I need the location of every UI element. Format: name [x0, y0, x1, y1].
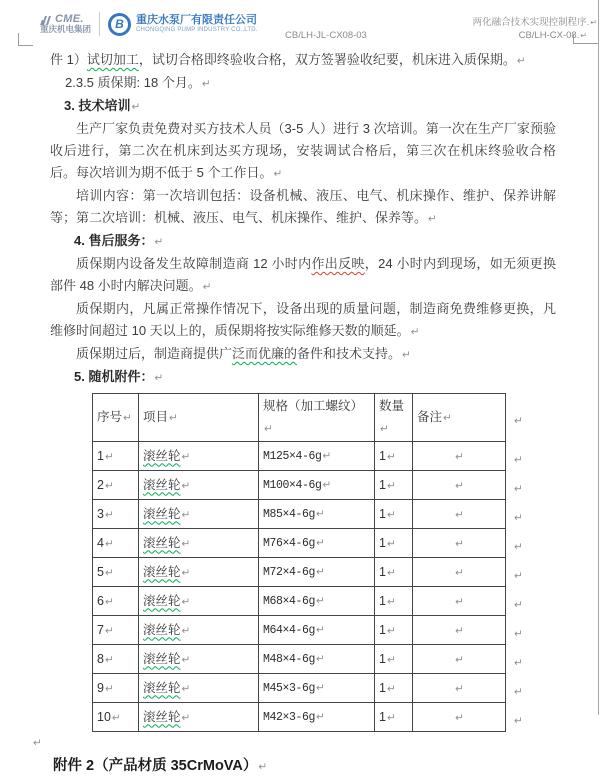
paragraph-mark: ↵: [181, 711, 191, 724]
text-run: 质保期内，凡属正常操作情况下，设备出现的质量问题，制造商免费维修更换，凡维修时间超过 10 天以上的，质保期将按实际维修天数的顺延。: [50, 301, 556, 338]
text-boundary-mark-top-right: [573, 43, 598, 44]
empty-paragraph[interactable]: [32, 734, 556, 751]
table-column-header[interactable]: 项目↵: [139, 394, 259, 442]
table-row: [93, 616, 528, 645]
paragraph-mark: ↵: [316, 653, 325, 665]
logo-divider: [99, 12, 100, 36]
spellcheck-green-text: 滚丝轮: [143, 448, 181, 463]
paragraph-mark: ↵: [386, 450, 396, 463]
spec-text: M64×4-6g: [263, 624, 316, 637]
paragraph-mark: ↵: [181, 682, 191, 695]
paragraph-mark: ↵: [181, 450, 191, 463]
text-run: 质保期过后，制造商提供广: [76, 346, 233, 361]
paragraph[interactable]: [50, 185, 556, 230]
paragraph-mark: ↵: [104, 595, 114, 608]
paragraph-mark: ↵: [514, 685, 523, 698]
paragraph-mark: ↵: [410, 326, 420, 338]
paragraph-mark: ↵: [455, 682, 464, 695]
paragraph-mark: ↵: [455, 479, 464, 492]
paragraph-mark: ↵: [514, 540, 523, 553]
table-row: [93, 529, 528, 558]
spec-text: M42×3-6g: [263, 711, 316, 724]
document-body[interactable]: [32, 49, 556, 778]
paragraph-mark: ↵: [123, 412, 132, 424]
paragraph-mark: ↵: [514, 453, 523, 466]
row-end-mark: [506, 703, 528, 732]
cell-spec[interactable]: [259, 558, 375, 587]
spec-text: M72×4-6g: [263, 566, 316, 579]
row-end-mark: [506, 587, 528, 616]
cell-remark[interactable]: [413, 645, 506, 674]
table-column-header[interactable]: 序号↵: [93, 394, 139, 442]
cell-quantity[interactable]: 1↵: [375, 703, 413, 732]
cell-spec[interactable]: [259, 674, 375, 703]
cell-item[interactable]: [139, 558, 259, 587]
text-run: 质保期内设备发生故障制造商 12 小时内: [76, 256, 312, 271]
paragraph-mark: ↵: [104, 566, 114, 579]
table-row: [93, 674, 528, 703]
paragraph-mark: ↵: [514, 627, 523, 640]
paragraph[interactable]: [65, 72, 556, 95]
spec-text: M125×4-6g: [263, 450, 322, 463]
paragraph-mark: ↵: [580, 31, 587, 40]
cell-quantity[interactable]: 1↵: [375, 616, 413, 645]
paragraph-mark: ↵: [386, 624, 396, 637]
paragraph-mark: ↵: [316, 682, 325, 694]
paragraph-mark: ↵: [402, 349, 411, 361]
cell-remark[interactable]: [413, 500, 506, 529]
row-end-mark: [506, 616, 528, 645]
paragraph-mark: ↵: [386, 479, 396, 492]
paragraph-mark: ↵: [514, 569, 523, 582]
cell-serial-no[interactable]: 5↵: [93, 558, 139, 587]
cell-item[interactable]: [139, 616, 259, 645]
row-end-mark: [506, 500, 528, 529]
spellcheck-green-text: 滚丝轮: [143, 651, 181, 666]
paragraph[interactable]: [64, 95, 556, 118]
table-row: [93, 500, 528, 529]
text-run: 生产厂家负责免费对买方技术人员（3-5 人）进行 3 次培训。第一次在生产厂家预验收后进行，第二次在机床到达买方现场，安装调试合格后，第三次在机床终验收合格后。每次培训为期不低于 5 个工作日。: [50, 121, 556, 180]
paragraph-mark: ↵: [202, 281, 212, 293]
paragraph-mark: ↵: [322, 479, 332, 491]
pump-company-name-en: CHONGQING PUMP INDUSTRY CO.,LTD.: [136, 26, 258, 33]
paragraph-mark: ↵: [455, 624, 464, 637]
paragraph-mark: ↵: [181, 566, 191, 579]
spellcheck-green-text: 滚丝轮: [143, 622, 181, 637]
paragraph-mark: ↵: [181, 479, 191, 492]
cell-remark[interactable]: [413, 674, 506, 703]
row-end-mark: [506, 674, 528, 703]
paragraph-mark: ↵: [590, 18, 597, 27]
table-column-header[interactable]: 备注↵: [413, 394, 506, 442]
paragraph-mark: ↵: [514, 656, 523, 669]
paragraph-mark: ↵: [316, 595, 325, 607]
table-column-header[interactable]: 规格（加工螺纹）↵: [259, 394, 375, 442]
spellcheck-green-text: 滚丝轮: [143, 593, 181, 608]
text-run: 件 1）: [50, 52, 87, 67]
paragraph-mark: ↵: [258, 761, 268, 773]
table-row: [93, 442, 528, 471]
attachments-table[interactable]: [92, 393, 528, 732]
paragraph-mark: ↵: [380, 423, 389, 435]
paragraphs-container: [32, 49, 556, 389]
text-run: 3. 技术培训: [64, 98, 131, 113]
cell-remark[interactable]: [413, 471, 506, 500]
spellcheck-green-text: 滚丝轮: [143, 477, 181, 492]
attachment-2-heading[interactable]: 附件 2（产品材质 35CrMoVA）↵: [53, 758, 268, 774]
paragraph[interactable]: [50, 343, 556, 366]
paragraph-mark: ↵: [104, 537, 114, 550]
cell-remark[interactable]: [413, 558, 506, 587]
spec-text: M100×4-6g: [263, 479, 322, 492]
paragraph-mark: ↵: [181, 508, 191, 521]
text-run: 培训内容：第一次培训包括：设备机械、液压、电气、机床操作、维护、保养讲解等；第二次培训：机械、液压、电气、机床操作、维护、保养等。: [50, 188, 556, 225]
paragraph[interactable]: [50, 49, 556, 72]
paragraph[interactable]: [50, 298, 556, 343]
spellcheck-green-text: 试切加工: [86, 52, 139, 67]
row-end-mark: [506, 394, 528, 442]
cell-spec[interactable]: [259, 529, 375, 558]
cell-item[interactable]: [139, 529, 259, 558]
spellcheck-green-text: 泛而优廉的: [232, 346, 298, 361]
paragraph-mark: ↵: [455, 450, 464, 463]
table-row: [93, 703, 528, 732]
cell-spec[interactable]: [259, 703, 375, 732]
paragraph-mark: ↵: [264, 423, 273, 435]
paragraph-mark: ↵: [181, 595, 191, 608]
paragraph-mark: ↵: [455, 566, 464, 579]
paragraph-mark: ↵: [104, 624, 114, 637]
header-procedure-title: 两化融合技术实现控制程序.↵: [472, 17, 597, 28]
row-end-mark: [506, 558, 528, 587]
spellcheck-green-text: 滚丝轮: [143, 564, 181, 579]
row-end-mark: [506, 645, 528, 674]
table-header-row: [93, 394, 528, 442]
paragraph-mark: ↵: [104, 653, 114, 666]
header-doc-code: CB/LH-CX-08.↵: [518, 30, 587, 41]
cell-quantity[interactable]: 1↵: [375, 500, 413, 529]
spellcheck-red-text: 作出反映: [311, 256, 365, 271]
cell-item[interactable]: [139, 703, 259, 732]
paragraph-mark: ↵: [386, 508, 396, 521]
cell-quantity[interactable]: 1↵: [375, 442, 413, 471]
paragraph-mark: ↵: [455, 595, 464, 608]
paragraph-mark: ↵: [514, 511, 523, 524]
cell-serial-no[interactable]: 3↵: [93, 500, 139, 529]
paragraph-mark: ↵: [201, 78, 211, 90]
cell-item[interactable]: [139, 471, 259, 500]
cell-remark[interactable]: [413, 703, 506, 732]
paragraph-mark: ↵: [154, 372, 164, 384]
paragraph-mark: ↵: [386, 682, 396, 695]
cme-logo: [40, 14, 91, 34]
header-logos: [40, 12, 258, 36]
paragraph-mark: ↵: [104, 682, 114, 695]
cell-remark[interactable]: [413, 616, 506, 645]
paragraph-mark: ↵: [316, 537, 325, 549]
table-row: [93, 471, 528, 500]
cell-spec[interactable]: [259, 471, 375, 500]
cell-spec[interactable]: [259, 645, 375, 674]
cell-spec[interactable]: [259, 616, 375, 645]
paragraph-mark: ↵: [169, 412, 178, 424]
page-right-edge: [598, 0, 599, 715]
pump-logo: [108, 13, 258, 36]
cell-serial-no[interactable]: 10↵: [93, 703, 139, 732]
paragraph-mark: ↵: [516, 55, 526, 67]
cell-remark[interactable]: [413, 587, 506, 616]
spellcheck-green-text: 滚丝轮: [143, 506, 181, 521]
paragraph-mark: ↵: [428, 213, 437, 225]
cell-remark[interactable]: [413, 442, 506, 471]
cell-spec[interactable]: [259, 500, 375, 529]
table-row: [93, 587, 528, 616]
spellcheck-green-text: 滚丝轮: [143, 709, 181, 724]
paragraph-mark: ↵: [181, 653, 191, 666]
row-end-mark: [506, 529, 528, 558]
text-boundary-mark-top-left: [18, 45, 33, 46]
cell-quantity[interactable]: 1↵: [375, 645, 413, 674]
cell-quantity[interactable]: 1↵: [375, 558, 413, 587]
paragraph-mark: ↵: [514, 415, 523, 427]
spec-text: M76×4-6g: [263, 537, 316, 550]
cell-quantity[interactable]: 1↵: [375, 471, 413, 500]
cell-item[interactable]: [139, 645, 259, 674]
table-row: [93, 558, 528, 587]
paragraph-mark: ↵: [514, 598, 523, 611]
paragraph-mark: ↵: [514, 714, 523, 727]
cell-serial-no[interactable]: 9↵: [93, 674, 139, 703]
paragraph[interactable]: [74, 366, 556, 389]
cell-serial-no[interactable]: 4↵: [93, 529, 139, 558]
cell-quantity[interactable]: 1↵: [375, 674, 413, 703]
paragraph-mark: ↵: [316, 624, 325, 636]
table-row: [93, 645, 528, 674]
cell-item[interactable]: [139, 442, 259, 471]
paragraph-mark: ↵: [33, 737, 42, 749]
cell-item[interactable]: [139, 674, 259, 703]
cell-serial-no[interactable]: 7↵: [93, 616, 139, 645]
row-end-mark: [506, 442, 528, 471]
text-run: 4. 售后服务：: [74, 233, 154, 248]
cell-serial-no[interactable]: 1↵: [93, 442, 139, 471]
cell-serial-no[interactable]: 2↵: [93, 471, 139, 500]
pump-company-name: 重庆水泵厂有限责任公司: [136, 14, 258, 27]
spec-text: M45×3-6g: [263, 682, 316, 695]
pump-logo-icon: B: [108, 13, 131, 36]
paragraph-mark: ↵: [386, 595, 396, 608]
paragraph-mark: ↵: [111, 711, 121, 724]
paragraph-mark: ↵: [316, 566, 325, 578]
paragraph[interactable]: [50, 253, 556, 298]
paragraph-mark: ↵: [386, 653, 396, 666]
paragraph-mark: ↵: [131, 101, 141, 113]
cme-group-name: 重庆机电集团: [40, 24, 92, 35]
paragraph-mark: ↵: [104, 508, 114, 521]
spec-text: M68×4-6g: [263, 595, 316, 608]
spellcheck-green-text: 滚丝轮: [143, 535, 181, 550]
paragraph-mark: ↵: [455, 508, 464, 521]
paragraph-mark: ↵: [386, 711, 396, 724]
cell-serial-no[interactable]: 8↵: [93, 645, 139, 674]
paragraph-mark: ↵: [104, 450, 114, 463]
text-run: 2.3.5 质保期: 18 个月。: [65, 75, 201, 90]
paragraph-mark: ↵: [455, 711, 464, 724]
paragraph-mark: ↵: [455, 653, 464, 666]
text-run: ，试切合格即终验收合格，双方签署验收纪要，机床进入质保期。: [138, 52, 516, 67]
paragraph[interactable]: [74, 230, 556, 253]
paragraph[interactable]: [50, 118, 556, 185]
cell-quantity[interactable]: 1↵: [375, 529, 413, 558]
header-doc-number: CB/LH-JL-CX08-03: [285, 30, 367, 41]
row-end-mark: [506, 471, 528, 500]
text-run: ，24 小时内到现场，如无须更换部件 48 小时内解决问题。: [50, 256, 557, 293]
paragraph-mark: ↵: [386, 537, 396, 550]
cme-logo-text: CME.: [55, 12, 84, 25]
cell-item[interactable]: [139, 500, 259, 529]
spellcheck-green-text: 滚丝轮: [143, 680, 181, 695]
cell-serial-no[interactable]: 6↵: [93, 587, 139, 616]
paragraph-mark: ↵: [181, 537, 191, 550]
cell-spec[interactable]: [259, 442, 375, 471]
paragraph-mark: ↵: [455, 537, 464, 550]
text-run: 备件和技术支持。: [297, 346, 402, 361]
cell-remark[interactable]: [413, 529, 506, 558]
cell-quantity[interactable]: 1↵: [375, 587, 413, 616]
paragraph-mark: ↵: [154, 236, 164, 248]
paragraph-mark: ↵: [386, 566, 396, 579]
paragraph-mark: ↵: [181, 624, 191, 637]
paragraph-mark: ↵: [443, 412, 452, 424]
cell-spec[interactable]: [259, 587, 375, 616]
paragraph-mark: ↵: [316, 711, 325, 723]
paragraph-mark: ↵: [316, 508, 325, 520]
paragraph-mark: ↵: [514, 482, 523, 495]
text-run: 5. 随机附件：: [74, 369, 154, 384]
paragraph-mark: ↵: [104, 479, 114, 492]
paragraph-mark: ↵: [273, 168, 283, 180]
spec-text: M48×4-6g: [263, 653, 316, 666]
table-column-header[interactable]: 数量↵: [375, 394, 413, 442]
paragraph-mark: ↵: [322, 450, 332, 462]
spec-text: M85×4-6g: [263, 508, 316, 521]
cell-item[interactable]: [139, 587, 259, 616]
